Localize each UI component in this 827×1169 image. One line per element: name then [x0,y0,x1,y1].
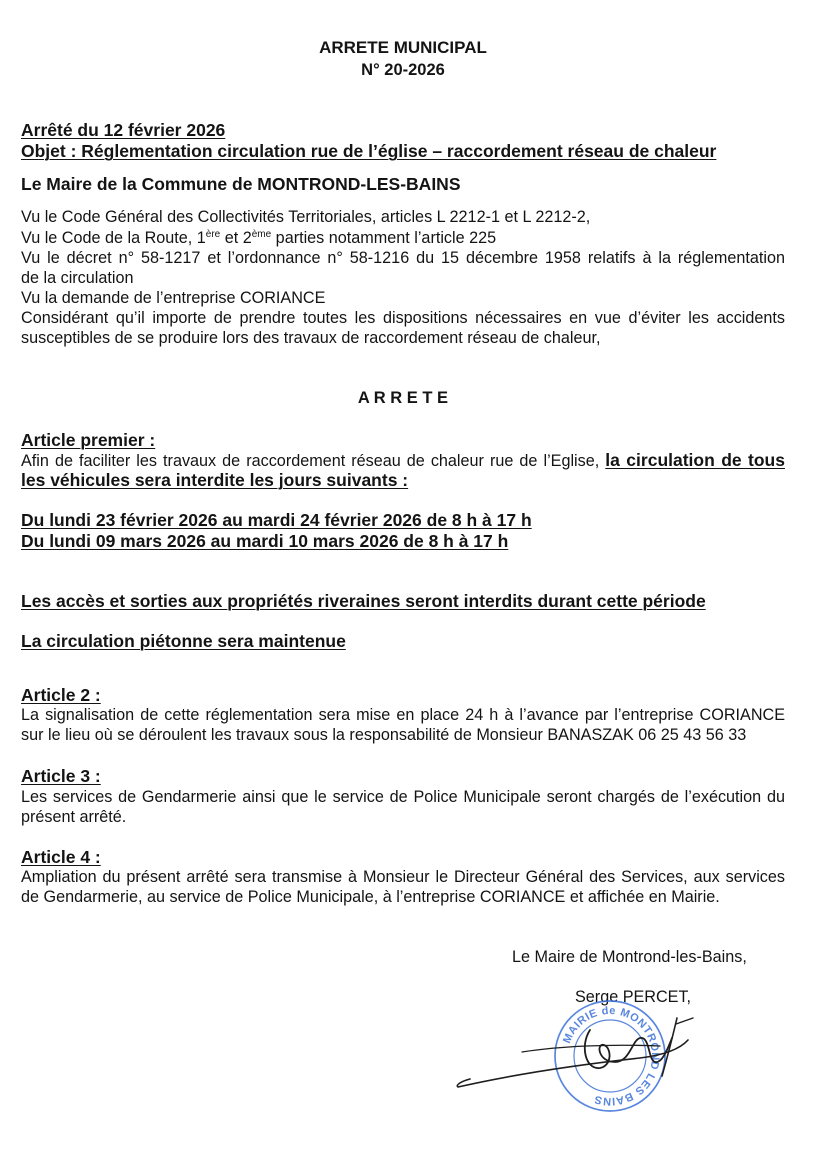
decree-number: N° 20-2026 [361,61,445,79]
recital-line: Vu la demande de l’entreprise CORIANCE [21,289,326,307]
stamp-and-signature [440,990,710,1120]
recital-superscript: ème [251,229,272,240]
article-1-traffic-ban-continued: les véhicules sera interdite les jours suivants : [21,470,409,490]
article-4-line: Ampliation du présent arrêté sera transmise à Monsieur le Directeur Général des Services, aux services [21,868,785,886]
recital-line: Considérant qu’il importe de prendre toutes les dispositions nécessaires en vue d’éviter les accidents [21,309,785,327]
article-3-line: présent arrêté. [21,808,127,826]
signatory-title: Le Maire de Montrond-les-Bains, [512,948,747,966]
article-2-heading: Article 2 : [21,685,101,705]
decision-heading: A R R E T E [357,389,449,407]
article-2-line: sur le lieu où se déroulent les travaux sous la responsabilité de Monsieur BANASZAK 06 25 43 56 33 [21,726,747,744]
access-notice: Les accès et sorties aux propriétés riveraines seront interdits durant cette période [21,591,706,611]
article-1-heading: Article premier : [21,430,156,450]
article-2-line: La signalisation de cette réglementation sera mise en place 24 h à l’avance par l’entreprise CORIANCE [21,706,785,724]
recital-text: et 2 [220,229,252,247]
article-1-traffic-ban: la circulation de tous [605,450,785,470]
decree-date: Arrêté du 12 février 2026 [21,120,226,140]
recital-line: Vu le décret n° 58-1217 et l’ordonnance n° 58-1216 du 15 décembre 1958 relatifs à la réglementation [21,249,785,267]
signatory-name: Serge PERCET, [575,988,692,1006]
recital-line: de la circulation [21,269,134,287]
recital-line: susceptibles de se produire lors des travaux de raccordement réseau de chaleur, [21,329,601,347]
article-3-heading: Article 3 : [21,766,101,786]
article-3-line: Les services de Gendarmerie ainsi que le service de Police Municipale seront chargés de l’exécution du [21,788,785,806]
article-4-line: de Gendarmerie, au service de Police Municipale, à l’entreprise CORIANCE et affichée en Mairie. [21,888,720,906]
decree-authority: Le Maire de la Commune de MONTROND-LES-BAINS [21,174,461,194]
closure-period: Du lundi 23 février 2026 au mardi 24 février 2026 de 8 h à 17 h [21,510,532,530]
decree-title: ARRETE MUNICIPAL [319,38,487,57]
recital-line-highway-code [21,228,496,248]
closure-period: Du lundi 09 mars 2026 au mardi 10 mars 2026 de 8 h à 17 h [21,531,509,551]
article-1-intro-text: Afin de faciliter les travaux de raccordement réseau de chaleur rue de l’Eglise, [21,452,600,470]
article-4-heading: Article 4 : [21,847,101,867]
article-1-intro-line [21,450,785,470]
recital-line: Vu le Code Général des Collectivités Territoriales, articles L 2212-1 et L 2212-2, [21,208,591,226]
signature-stroke [522,1045,660,1052]
signature-stroke [676,1018,693,1024]
decree-subject: Objet : Réglementation circulation rue de l’église – raccordement réseau de chaleur [21,141,717,161]
pedestrian-notice: La circulation piétonne sera maintenue [21,631,346,651]
recital-superscript: ère [205,229,221,240]
recital-text: parties notamment l’article 225 [271,229,497,247]
recital-text: Vu le Code de la Route, 1 [21,229,206,247]
stamp-ring-text-path: MAIRIE de MONTROND LES BAINS [561,1004,662,1108]
